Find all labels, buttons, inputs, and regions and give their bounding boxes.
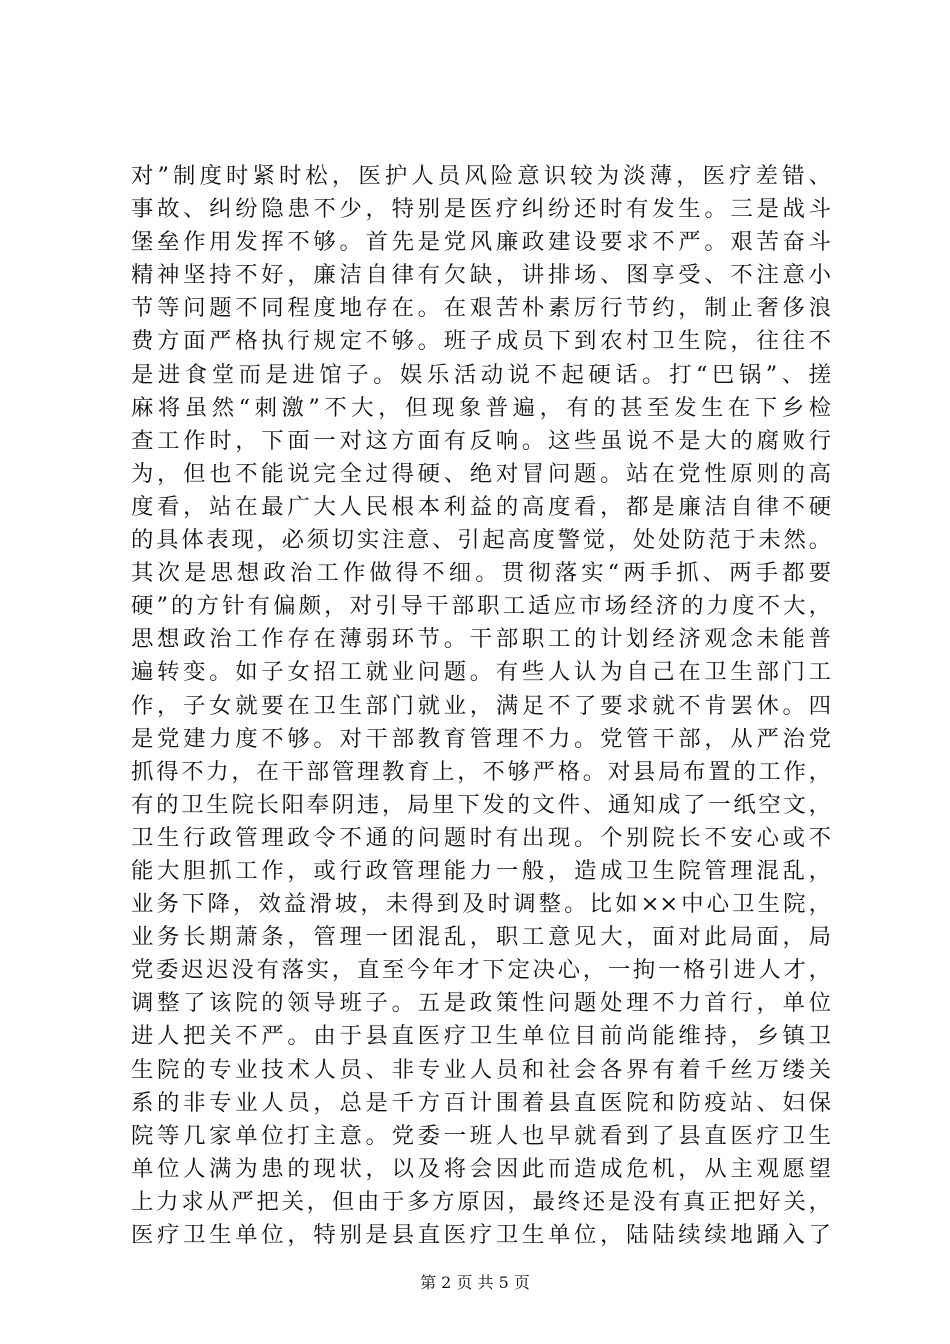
text-line-16: 遍转变。如子女招工就业问题。有些人认为自己在卫生部门工 — [131, 659, 831, 686]
text-line-30: 院等几家单位打主意。党委一班人也早就看到了县直医疗卫生 — [131, 1122, 831, 1149]
text-line-2: 事故、纠纷隐患不少，特别是医疗纠纷还时有发生。三是战斗 — [131, 196, 831, 223]
text-line-20: 有的卫生院长阳奉阴违，局里下发的文件、通知成了一纸空文， — [131, 791, 831, 818]
text-line-26: 调整了该院的领导班子。五是政策性问题处理不力首行，单位 — [131, 990, 831, 1017]
text-line-33: 医疗卫生单位，特别是县直医疗卫生单位，陆陆续续地踊入了 — [131, 1222, 831, 1248]
text-line-10: 为，但也不能说完全过得硬、绝对冒问题。站在党性原则的高 — [131, 460, 831, 487]
text-line-28: 生院的专业技术人员、非专业人员和社会各界有着千丝万缕关 — [131, 1056, 831, 1083]
text-line-15: 思想政治工作存在薄弱环节。干部职工的计划经济观念未能普 — [131, 626, 831, 653]
text-line-29: 系的非专业人员，总是千方百计围着县直医院和防疫站、妇保 — [131, 1089, 831, 1116]
text-line-8: 麻将虽然“刺激”不大，但现象普遍，有的甚至发生在下乡检 — [131, 394, 831, 421]
text-line-14: 硬”的方针有偏颇，对引导干部职工适应市场经济的力度不大， — [131, 593, 831, 620]
text-line-6: 费方面严格执行规定不够。班子成员下到农村卫生院，往往不 — [131, 328, 831, 355]
text-line-31: 单位人满为患的现状，以及将会因此而造成危机，从主观愿望 — [131, 1155, 831, 1182]
text-line-18: 是党建力度不够。对干部教育管理不力。党管干部，从严治党 — [131, 725, 831, 752]
text-line-9: 查工作时，下面一对这方面有反响。这些虽说不是大的腐败行 — [131, 427, 831, 454]
text-line-21: 卫生行政管理政令不通的问题时有出现。个别院长不安心或不 — [131, 824, 831, 851]
text-line-32: 上力求从严把关，但由于多方原因，最终还是没有真正把好关， — [131, 1188, 831, 1215]
text-line-13: 其次是思想政治工作做得不细。贯彻落实“两手抓、两手都要 — [131, 560, 831, 587]
text-line-22: 能大胆抓工作，或行政管理能力一般，造成卫生院管理混乱， — [131, 857, 831, 884]
text-line-19: 抓得不力，在干部管理教育上，不够严格。对县局布置的工作， — [131, 758, 831, 785]
text-line-12: 的具体表现，必须切实注意、引起高度警觉，处处防范于未然。 — [131, 527, 831, 554]
text-line-4: 精神坚持不好，廉洁自律有欠缺，讲排场、图享受、不注意小 — [131, 262, 831, 289]
page-number-footer: 第 2 页 共 5 页 — [420, 1273, 530, 1292]
text-line-5: 节等问题不同程度地存在。在艰苦朴素厉行节约，制止奢侈浪 — [131, 295, 831, 322]
text-line-23: 业务下降，效益滑坡，未得到及时调整。比如××中心卫生院， — [131, 891, 831, 918]
text-line-7: 是进食堂而是进馆子。娱乐活动说不起硬话。打“巴锅”、搓 — [131, 361, 831, 388]
text-line-27: 进人把关不严。由于县直医疗卫生单位目前尚能维持，乡镇卫 — [131, 1023, 831, 1050]
body-text — [131, 160, 831, 1252]
text-line-25: 党委迟迟没有落实，直至今年才下定决心，一拘一格引进人才， — [131, 957, 831, 984]
text-line-3: 堡垒作用发挥不够。首先是党风廉政建设要求不严。艰苦奋斗 — [131, 229, 831, 256]
text-line-24: 业务长期萧条，管理一团混乱，职工意见大，面对此局面，局 — [131, 924, 831, 951]
text-line-1: 对”制度时紧时松，医护人员风险意识较为淡薄，医疗差错、 — [131, 163, 831, 189]
text-line-11: 度看，站在最广大人民根本利益的高度看，都是廉洁自律不硬 — [131, 493, 831, 520]
text-line-17: 作，子女就要在卫生部门就业，满足不了要求就不肯罢休。四 — [131, 692, 831, 719]
